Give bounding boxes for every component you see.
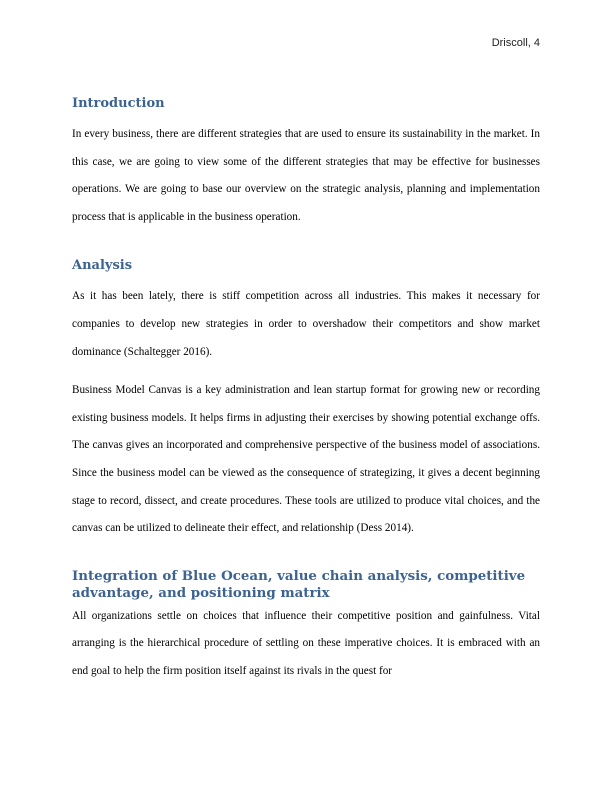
section-introduction [72, 96, 540, 231]
paragraph: All organizations settle on choices that influence their competitive position and gainfulness. Vital arranging is the hierarchical procedure of settling on these imperative choices. It is embraced with an end goal to help the firm position itself against its rivals in the quest for [72, 609, 540, 677]
paragraph: As it has been lately, there is stiff competition across all industries. This makes it necessary for companies to develop new strategies in order to overshadow their competitors and show market dominance (Schaltegger 2016). [72, 290, 540, 358]
heading-introduction: Introduction [72, 96, 165, 111]
paragraph: In every business, there are different strategies that are used to ensure its sustainability in the market. In this case, we are going to view some of the different strategies that may be effective for businesses operations. We are going to base our overview on the strategic analysis, planning and implementation process that is applicable in the business operation. [72, 128, 540, 223]
paragraph: Business Model Canvas is a key administration and lean startup format for growing new or recording existing business models. It helps firms in adjusting their exercises by showing potential exchange offs. The canvas gives an incorporated and comprehensive perspective of the business model of associations. Since the business model can be viewed as the consequence of strategizing, it gives a decent beginning stage to record, dissect, and create procedures. These tools are utilized to produce vital choices, and the canvas can be utilized to delineate their effect, and relationship (Dess 2014). [72, 384, 540, 535]
section-analysis [72, 258, 540, 542]
heading-analysis: Analysis [72, 258, 133, 274]
heading-integration: Integration of Blue Ocean, value chain analysis, competitive advantage, and positioning matrix [72, 567, 526, 601]
document-body [72, 96, 540, 686]
section-integration [72, 568, 540, 686]
running-head: Driscoll, 4 [491, 37, 540, 49]
